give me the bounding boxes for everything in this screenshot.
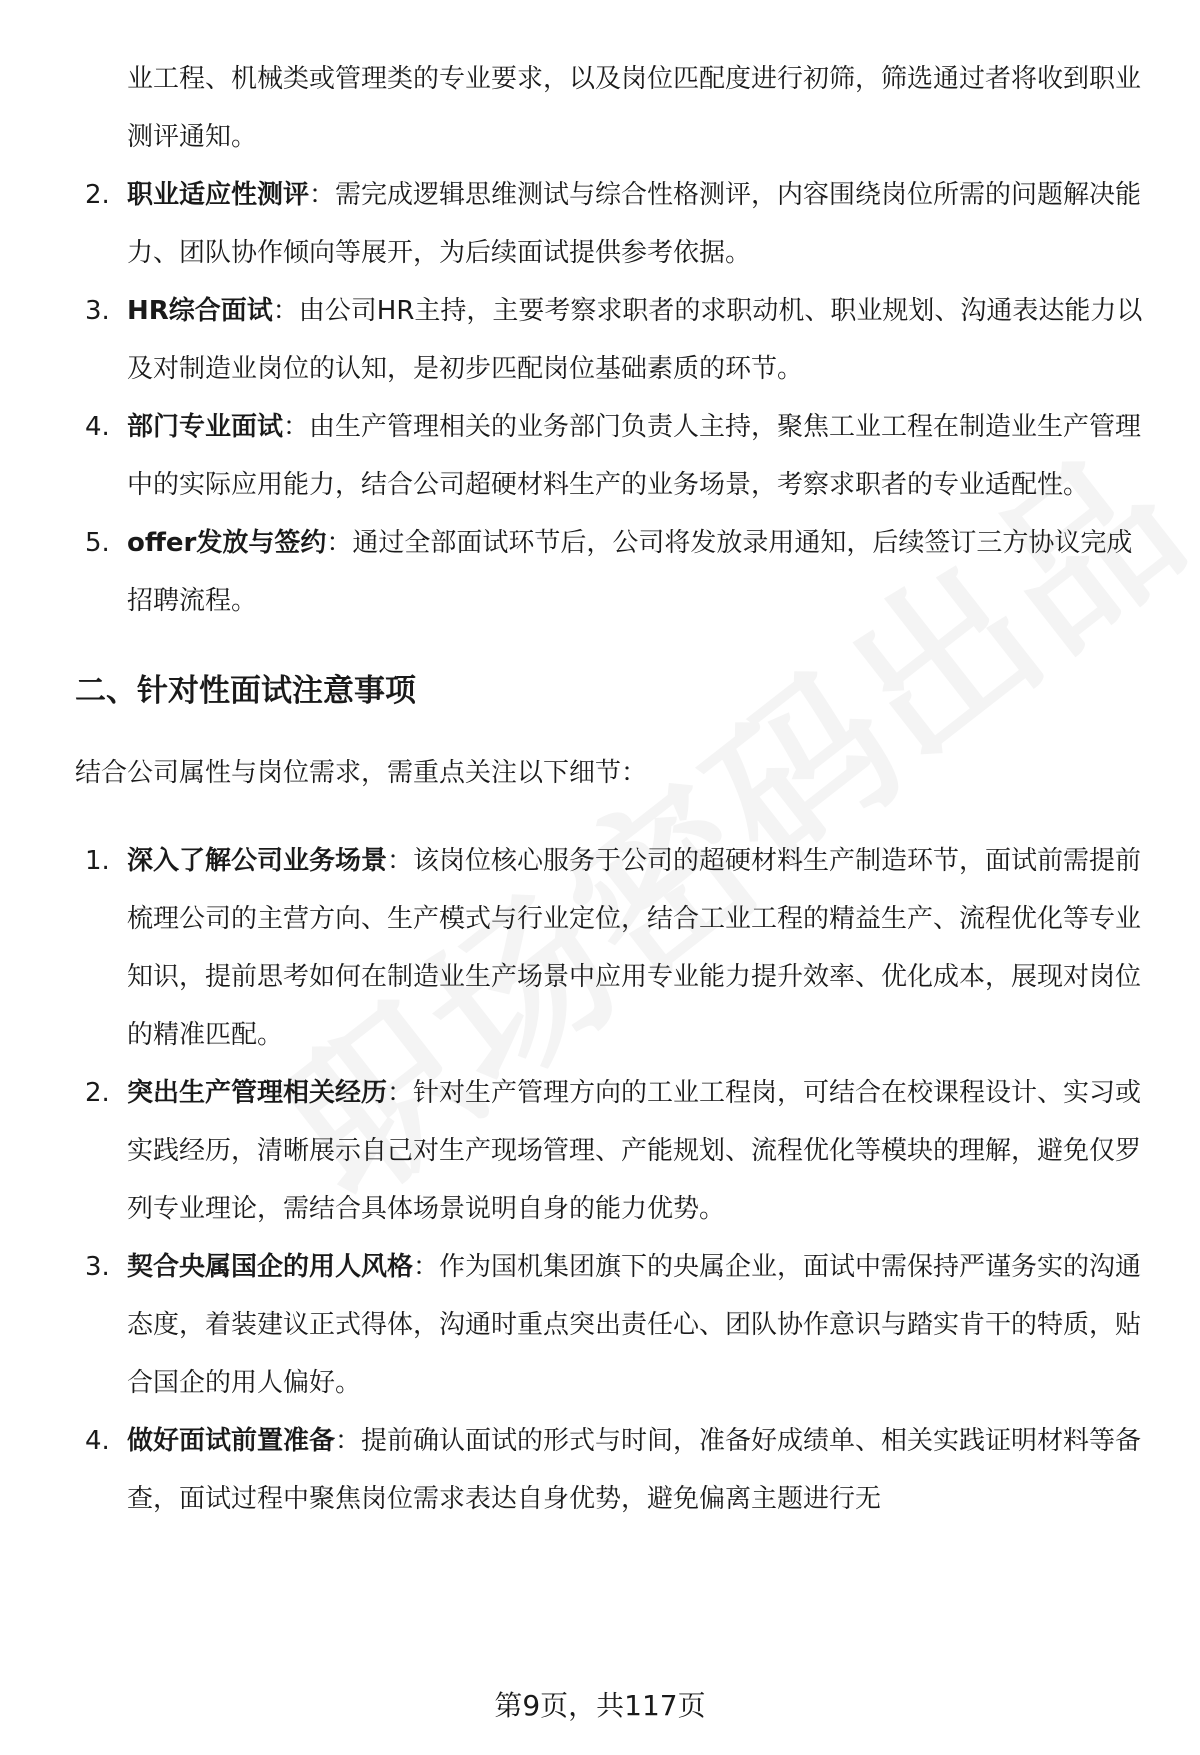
list-item	[75, 832, 1155, 1064]
item-number: 3.	[85, 1252, 110, 1282]
item-number: 2.	[85, 1078, 110, 1108]
item-term: 深入了解公司业务场景	[127, 846, 388, 876]
item-term: 部门专业面试	[127, 412, 284, 442]
item-text: 通过全部面试环节后，公司将发放录用通知，后续签订三方协议完成招聘流程。	[127, 528, 1133, 616]
page-footer: 第9页，共117页	[494, 1689, 706, 1722]
list-item	[75, 1238, 1155, 1412]
item-term: 契合央属国企的用人风格	[127, 1252, 414, 1282]
page-content	[75, 50, 1155, 1528]
item-text: 提前确认面试的形式与时间，准备好成绩单、相关实践证明材料等备查，面试过程中聚焦岗位需求表达自身优势，避免偏离主题进行无	[127, 1426, 1142, 1514]
item-separator: ：	[309, 180, 336, 210]
item-term: 突出生产管理相关经历	[127, 1078, 388, 1108]
process-steps-list	[75, 166, 1155, 630]
item-term: HR综合面试	[127, 296, 273, 326]
continuation-body: 业工程、机械类或管理类的专业要求，以及岗位匹配度进行初筛，筛选通过者将收到职业测评通知。	[127, 64, 1142, 152]
item-text: 针对生产管理方向的工业工程岗，可结合在校课程设计、实习或实践经历，清晰展示自己对生产现场管理、产能规划、流程优化等模块的理解，避免仅罗列专业理论，需结合具体场景说明自身的能力优势。	[127, 1078, 1142, 1224]
list-item	[75, 514, 1155, 630]
section-lead: 结合公司属性与岗位需求，需重点关注以下细节：	[75, 758, 648, 788]
item-text: 该岗位核心服务于公司的超硬材料生产制造环节，面试前需提前梳理公司的主营方向、生产模式与行业定位，结合工业工程的精益生产、流程优化等专业知识，提前思考如何在制造业生产场景中应用专业能力提升效率、优化成本，展现对岗位的精准匹配。	[127, 846, 1142, 1050]
item-separator: ：	[335, 1426, 362, 1456]
item-number: 4.	[85, 412, 110, 442]
tips-list	[75, 832, 1155, 1528]
list-item	[75, 282, 1155, 398]
list-item	[75, 1064, 1155, 1238]
item-term: 做好面试前置准备	[127, 1426, 336, 1456]
item-separator: ：	[326, 528, 353, 558]
continuation-text	[75, 50, 1155, 166]
item-text: 由公司HR主持，主要考察求职者的求职动机、职业规划、沟通表达能力以及对制造业岗位的认知，是初步匹配岗位基础素质的环节。	[127, 296, 1143, 384]
item-separator: ：	[413, 1252, 440, 1282]
item-number: 5.	[85, 528, 110, 558]
item-separator: ：	[387, 846, 414, 876]
list-item	[75, 166, 1155, 282]
item-term: offer发放与签约	[127, 528, 327, 558]
item-number: 2.	[85, 180, 110, 210]
list-item	[75, 398, 1155, 514]
item-number: 3.	[85, 296, 110, 326]
item-text: 由生产管理相关的业务部门负责人主持，聚焦工业工程在制造业生产管理中的实际应用能力，结合公司超硬材料生产的业务场景，考察求职者的专业适配性。	[127, 412, 1142, 500]
section-heading: 二、针对性面试注意事项	[75, 673, 416, 709]
item-separator: ：	[387, 1078, 414, 1108]
list-item	[75, 1412, 1155, 1528]
item-separator: ：	[283, 412, 310, 442]
item-term: 职业适应性测评	[127, 180, 310, 210]
item-separator: ：	[272, 296, 299, 326]
item-text: 作为国机集团旗下的央属企业，面试中需保持严谨务实的沟通态度，着装建议正式得体，沟通时重点突出责任心、团队协作意识与踏实肯干的特质，贴合国企的用人偏好。	[127, 1252, 1142, 1398]
item-text: 需完成逻辑思维测试与综合性格测评，内容围绕岗位所需的问题解决能力、团队协作倾向等展开，为后续面试提供参考依据。	[127, 180, 1142, 268]
item-number: 1.	[85, 846, 110, 876]
item-number: 4.	[85, 1426, 110, 1456]
